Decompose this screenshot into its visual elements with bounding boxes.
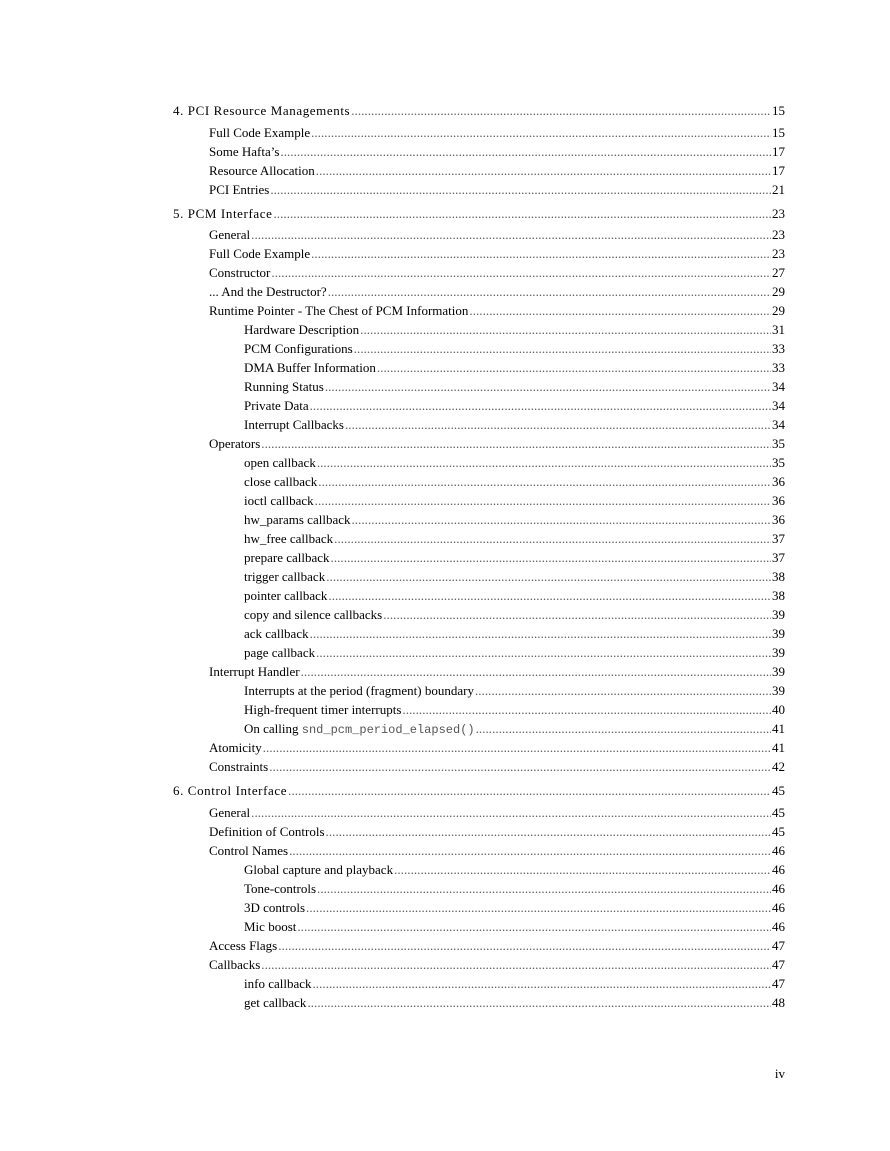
toc-entry-page: 34: [772, 379, 785, 395]
dot-leader: [316, 643, 771, 662]
toc-entry-page: 39: [772, 626, 785, 642]
toc-section-entry[interactable]: [173, 180, 785, 199]
toc-entry-title-text: copy and silence callbacks: [244, 607, 383, 623]
toc-subsection-entry[interactable]: [173, 491, 785, 510]
dot-leader: [317, 453, 771, 472]
toc-entry-title-text: prepare callback: [244, 550, 330, 566]
toc-entry-title-text: info callback: [244, 976, 312, 992]
toc-entry-page: 38: [772, 588, 785, 604]
toc-entry-page: 39: [772, 683, 785, 699]
toc-entry-title-text: ack callback: [244, 626, 309, 642]
toc-section-entry[interactable]: [173, 738, 785, 757]
toc-entry-page: 46: [772, 881, 785, 897]
dot-leader: [325, 377, 771, 396]
toc-entry-page: 17: [772, 162, 785, 178]
toc-entry-title-text: Full Code Example: [209, 246, 311, 262]
toc-chapter-entry[interactable]: [173, 203, 785, 226]
dot-leader: [306, 898, 771, 917]
dot-leader: [280, 142, 771, 161]
toc-entry-title: [173, 203, 273, 226]
toc-entry-page: 46: [772, 919, 785, 935]
toc-entry-title-text: Runtime Pointer - The Chest of PCM Information: [209, 303, 469, 319]
toc-subsection-entry[interactable]: [173, 643, 785, 662]
toc-entry-title-text: Interrupts at the period (fragment) boundary: [244, 683, 474, 699]
dot-leader: [326, 822, 771, 841]
toc-entry-title: [244, 567, 325, 586]
toc-entry-page: 45: [772, 824, 785, 840]
toc-section-entry[interactable]: [173, 263, 785, 282]
dot-leader: [402, 700, 771, 719]
dot-leader: [316, 161, 771, 180]
toc-entry-title: [209, 955, 260, 974]
toc-entry-title: [244, 339, 353, 358]
toc-entry-title-text: Constructor: [209, 265, 271, 281]
toc-entry-title: [244, 879, 316, 898]
dot-leader: [251, 225, 771, 244]
toc-entry-title: [209, 225, 250, 244]
toc-entry-title: [244, 681, 474, 700]
toc-entry-page: 40: [772, 702, 785, 718]
dot-leader: [261, 434, 771, 453]
toc-entry-page: 48: [772, 995, 785, 1011]
toc-entry-title: [244, 548, 330, 567]
dot-leader: [317, 879, 771, 898]
toc-entry-title-text: 4. PCI Resource Managements: [173, 103, 351, 118]
toc-entry-title-text: close callback: [244, 474, 318, 490]
toc-subsection-entry[interactable]: [173, 320, 785, 339]
toc-entry-page: 31: [772, 322, 785, 338]
toc-section-entry[interactable]: [173, 936, 785, 955]
toc-entry-page: 15: [772, 124, 785, 140]
toc-entry-page: 39: [772, 664, 785, 680]
toc-entry-title-text: Mic boost: [244, 919, 297, 935]
toc-entry-title: [244, 860, 393, 879]
toc-entry-page: 41: [772, 740, 785, 756]
toc-entry-title: [209, 301, 468, 320]
toc-entry-page: 23: [772, 205, 785, 221]
toc-entry-title-text: 5. PCM Interface: [173, 205, 273, 221]
toc-entry-page: 36: [772, 474, 785, 490]
toc-entry-title: [244, 377, 324, 396]
dot-leader: [328, 586, 771, 605]
toc-entry-title-text: General: [209, 227, 251, 243]
toc-entry-title: [244, 624, 309, 643]
toc-entry-title: [209, 738, 262, 757]
toc-entry-title: [173, 780, 287, 803]
toc-subsection-entry[interactable]: [173, 681, 785, 700]
toc-entry-title-text: DMA Buffer Information: [244, 360, 376, 376]
toc-subsection-entry[interactable]: [173, 339, 785, 358]
dot-leader: [301, 662, 771, 681]
toc-subsection-entry[interactable]: [173, 377, 785, 396]
dot-leader: [334, 529, 771, 548]
toc-entry-title: [244, 898, 305, 917]
toc-entry-title: [209, 123, 310, 142]
dot-leader: [360, 320, 771, 339]
toc-entry-page: 35: [772, 436, 785, 452]
toc-entry-title: [209, 180, 269, 199]
toc-entry-page: 37: [772, 550, 785, 566]
dot-leader: [383, 605, 771, 624]
toc-entry-title: [209, 841, 288, 860]
toc-subsection-entry[interactable]: [173, 396, 785, 415]
toc-entry-title-text: PCM Configurations: [244, 341, 353, 357]
toc-entry-title: [244, 586, 327, 605]
dot-leader: [475, 681, 771, 700]
toc-section-entry[interactable]: [173, 225, 785, 244]
dot-leader: [307, 993, 771, 1012]
dot-leader: [377, 358, 771, 377]
toc-subsection-entry[interactable]: [173, 719, 785, 738]
toc-entry-title: [209, 263, 270, 282]
toc-subsection-entry[interactable]: [173, 586, 785, 605]
dot-leader: [297, 917, 771, 936]
dot-leader: [318, 472, 771, 491]
toc-section-entry[interactable]: [173, 123, 785, 142]
toc-entry-page: 47: [772, 976, 785, 992]
toc-entry-title: [244, 472, 317, 491]
dot-leader: [469, 301, 771, 320]
dot-leader: [271, 263, 771, 282]
toc-entry-title: [209, 282, 327, 301]
dot-leader: [326, 567, 771, 586]
toc-entry-title: [244, 510, 350, 529]
toc-entry-page: 29: [772, 303, 785, 319]
toc-subsection-entry[interactable]: [173, 358, 785, 377]
toc-entry-page: 29: [772, 284, 785, 300]
toc-entry-title-text: Hardware Description: [244, 322, 360, 338]
toc-entry-title: [244, 529, 333, 548]
toc-entry-title: [209, 142, 279, 161]
dot-leader: [351, 100, 771, 123]
toc-subsection-entry[interactable]: [173, 567, 785, 586]
toc-entry-page: 38: [772, 569, 785, 585]
table-of-contents: [173, 100, 785, 1012]
toc-entry-page: 42: [772, 759, 785, 775]
toc-entry-page: 36: [772, 493, 785, 509]
toc-entry-title-text: Resource Allocation: [209, 162, 315, 178]
dot-leader: [289, 841, 771, 860]
toc-entry-title-text: Private Data: [244, 398, 309, 414]
toc-entry-title-text: Atomicity: [209, 740, 262, 756]
toc-entry-title-text: High-frequent timer interrupts: [244, 702, 402, 718]
toc-entry-title: [244, 415, 344, 434]
toc-entry-title-text: Access Flags: [209, 938, 278, 954]
toc-entry-page: 33: [772, 360, 785, 376]
dot-leader: [351, 510, 771, 529]
toc-entry-title-text: hw_free callback: [244, 531, 334, 547]
dot-leader: [261, 955, 771, 974]
toc-entry-title-text: PCI Entries: [209, 181, 270, 197]
dot-leader: [315, 491, 771, 510]
toc-entry-page: 35: [772, 455, 785, 471]
toc-entry-title-text: page callback: [244, 645, 316, 661]
toc-entry-title: [209, 244, 310, 263]
toc-entry-title-text: get callback: [244, 995, 307, 1011]
toc-entry-title: [244, 491, 314, 510]
toc-subsection-entry[interactable]: [173, 879, 785, 898]
toc-entry-title: [209, 434, 260, 453]
toc-entry-title-text: ioctl callback: [244, 493, 314, 509]
toc-entry-title: [244, 993, 306, 1012]
page-number: iv: [774, 1066, 785, 1081]
toc-entry-title-text: trigger callback: [244, 569, 326, 585]
toc-section-entry[interactable]: [173, 803, 785, 822]
toc-section-entry[interactable]: [173, 841, 785, 860]
dot-leader: [394, 860, 771, 879]
toc-entry-page: 46: [772, 900, 785, 916]
toc-entry-page: 45: [772, 805, 785, 821]
toc-entry-title-text: 3D controls: [244, 900, 306, 916]
dot-leader: [310, 624, 771, 643]
toc-subsection-entry[interactable]: [173, 860, 785, 879]
toc-entry-page: 47: [772, 957, 785, 973]
toc-entry-title-text: Operators: [209, 436, 261, 452]
toc-entry-page: 37: [772, 531, 785, 547]
toc-entry-title: [209, 822, 325, 841]
toc-entry-page: 23: [772, 227, 785, 243]
dot-leader: [288, 780, 771, 803]
toc-section-entry[interactable]: [173, 955, 785, 974]
toc-entry-title-text: On calling: [244, 721, 302, 737]
toc-entry-title-text: Interrupt Handler: [209, 664, 300, 680]
dot-leader: [313, 974, 772, 993]
toc-entry-title: [244, 917, 296, 936]
toc-entry-title-text: Definition of Controls: [209, 824, 325, 840]
toc-section-entry[interactable]: [173, 142, 785, 161]
toc-subsection-entry[interactable]: [173, 605, 785, 624]
toc-entry-page: 45: [772, 783, 785, 799]
dot-leader: [345, 415, 771, 434]
toc-entry-page: 47: [772, 938, 785, 954]
toc-entry-title-text: Some Hafta’s: [209, 143, 280, 159]
toc-entry-page: 36: [772, 512, 785, 528]
toc-entry-code: snd_pcm_period_elapsed(): [301, 723, 475, 738]
dot-leader: [331, 548, 771, 567]
toc-subsection-entry[interactable]: [173, 548, 785, 567]
toc-entry-title: [209, 662, 300, 681]
toc-section-entry[interactable]: [173, 161, 785, 180]
toc-subsection-entry[interactable]: [173, 415, 785, 434]
toc-entry-page: 27: [772, 265, 785, 281]
toc-entry-title-text: General: [209, 805, 251, 821]
dot-leader: [269, 757, 771, 776]
toc-entry-title: [209, 757, 268, 776]
toc-entry-title: [244, 396, 309, 415]
toc-subsection-entry[interactable]: [173, 624, 785, 643]
toc-subsection-entry[interactable]: [173, 453, 785, 472]
toc-entry-page: 23: [772, 246, 785, 262]
toc-entry-title: [209, 803, 250, 822]
toc-entry-title-text: open callback: [244, 455, 316, 471]
dot-leader: [270, 180, 771, 199]
dot-leader: [354, 339, 771, 358]
toc-section-entry[interactable]: [173, 822, 785, 841]
toc-section-entry[interactable]: [173, 301, 785, 320]
toc-chapter-entry[interactable]: [173, 100, 785, 123]
toc-section-entry[interactable]: [173, 434, 785, 453]
toc-subsection-entry[interactable]: [173, 993, 785, 1012]
toc-entry-title: [173, 100, 350, 123]
toc-entry-title-text: hw_params callback: [244, 512, 351, 528]
toc-section-entry[interactable]: [173, 757, 785, 776]
dot-leader: [263, 738, 771, 757]
toc-entry-title: [244, 320, 359, 339]
toc-entry-title: [244, 700, 401, 719]
toc-entry-title-text: Full Code Example: [209, 124, 311, 140]
toc-entry-page: 15: [772, 103, 785, 118]
toc-section-entry[interactable]: [173, 662, 785, 681]
dot-leader: [310, 396, 771, 415]
toc-entry-title-text: pointer callback: [244, 588, 328, 604]
toc-entry-title-text: Global capture and playback: [244, 862, 394, 878]
dot-leader: [476, 719, 771, 738]
toc-entry-title-text: Interrupt Callbacks: [244, 417, 344, 433]
toc-entry-title: [244, 974, 312, 993]
toc-subsection-entry[interactable]: [173, 898, 785, 917]
toc-entry-title-text: Callbacks: [209, 957, 261, 973]
toc-entry-page: 41: [772, 721, 785, 737]
dot-leader: [328, 282, 771, 301]
toc-entry-page: 34: [772, 417, 785, 433]
toc-entry-page: 17: [772, 143, 785, 159]
toc-entry-title-text: 6. Control Interface: [173, 783, 288, 799]
toc-section-entry[interactable]: [173, 282, 785, 301]
toc-entry-title: [244, 643, 315, 662]
toc-entry-page: 46: [772, 843, 785, 859]
toc-subsection-entry[interactable]: [173, 700, 785, 719]
toc-entry-page: 33: [772, 341, 785, 357]
toc-entry-title: [209, 936, 277, 955]
toc-subsection-entry[interactable]: [173, 472, 785, 491]
toc-subsection-entry[interactable]: [173, 917, 785, 936]
toc-entry-page: 21: [772, 181, 785, 197]
toc-subsection-entry[interactable]: [173, 529, 785, 548]
toc-entry-title: [244, 605, 382, 624]
toc-entry-title-text: ... And the Destructor?: [209, 284, 327, 300]
dot-leader: [278, 936, 771, 955]
toc-entry-title-text: Constraints: [209, 759, 269, 775]
dot-leader: [274, 203, 772, 226]
toc-entry-title: [244, 453, 316, 472]
toc-entry-page: 46: [772, 862, 785, 878]
toc-entry-title: [209, 161, 315, 180]
toc-entry-page: 34: [772, 398, 785, 414]
toc-entry-title-text: Tone-controls: [244, 881, 317, 897]
toc-subsection-entry[interactable]: [173, 974, 785, 993]
dot-leader: [311, 244, 771, 263]
toc-chapter-entry[interactable]: [173, 780, 785, 803]
toc-entry-title: [244, 719, 475, 740]
toc-entry-title: [244, 358, 376, 377]
dot-leader: [251, 803, 771, 822]
toc-entry-page: 39: [772, 645, 785, 661]
toc-entry-page: 39: [772, 607, 785, 623]
toc-entry-title-text: Running Status: [244, 379, 324, 395]
dot-leader: [311, 123, 771, 142]
toc-section-entry[interactable]: [173, 244, 785, 263]
toc-entry-title-text: Control Names: [209, 843, 289, 859]
toc-subsection-entry[interactable]: [173, 510, 785, 529]
